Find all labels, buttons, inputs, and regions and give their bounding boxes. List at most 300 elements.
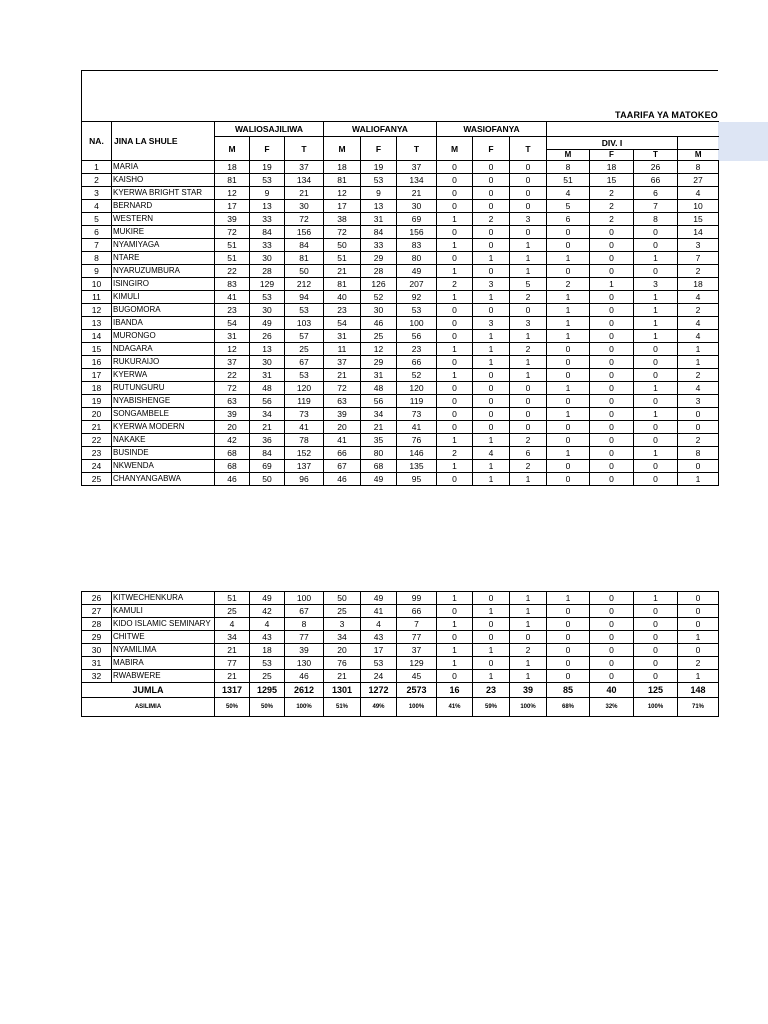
percentage-value: 32% xyxy=(590,698,634,717)
value-cell: 50 xyxy=(250,473,285,486)
total-value: 16 xyxy=(437,683,473,698)
value-cell: 1 xyxy=(437,644,473,657)
school-name: NYABISHENGE xyxy=(112,395,215,408)
value-cell: 12 xyxy=(215,187,250,200)
value-cell: 4 xyxy=(678,291,719,304)
value-cell: 25 xyxy=(250,670,285,683)
value-cell: 3 xyxy=(510,317,547,330)
sub-header-f: F xyxy=(590,150,634,161)
school-name: BUSINDE xyxy=(112,447,215,460)
value-cell: 0 xyxy=(590,421,634,434)
value-cell: 1 xyxy=(437,369,473,382)
value-cell: 126 xyxy=(361,278,397,291)
value-cell: 68 xyxy=(215,447,250,460)
value-cell: 43 xyxy=(361,631,397,644)
value-cell: 1 xyxy=(634,408,678,421)
value-cell: 1 xyxy=(437,618,473,631)
value-cell: 4 xyxy=(361,618,397,631)
value-cell: 0 xyxy=(678,605,719,618)
value-cell: 2 xyxy=(678,265,719,278)
value-cell: 0 xyxy=(634,421,678,434)
sub-header-m: M xyxy=(324,137,361,161)
table-row xyxy=(82,239,719,252)
value-cell: 0 xyxy=(437,317,473,330)
value-cell: 38 xyxy=(324,213,361,226)
value-cell: 68 xyxy=(361,460,397,473)
value-cell: 0 xyxy=(437,356,473,369)
value-cell: 1 xyxy=(473,330,510,343)
value-cell: 25 xyxy=(285,343,324,356)
value-cell: 1 xyxy=(634,447,678,460)
value-cell: 53 xyxy=(250,174,285,187)
row-number: 5 xyxy=(82,213,112,226)
percentage-label: ASILIMIA xyxy=(82,698,215,717)
value-cell: 0 xyxy=(437,631,473,644)
value-cell: 1 xyxy=(437,592,473,605)
value-cell: 0 xyxy=(590,657,634,670)
group-header-wasiofanya: WASIOFANYA xyxy=(437,122,547,137)
value-cell: 6 xyxy=(634,187,678,200)
value-cell: 0 xyxy=(590,408,634,421)
value-cell: 152 xyxy=(285,447,324,460)
value-cell: 103 xyxy=(285,317,324,330)
row-number: 27 xyxy=(82,605,112,618)
value-cell: 1 xyxy=(547,317,590,330)
value-cell: 0 xyxy=(634,644,678,657)
value-cell: 17 xyxy=(361,644,397,657)
value-cell: 0 xyxy=(437,382,473,395)
value-cell: 0 xyxy=(678,421,719,434)
value-cell: 9 xyxy=(361,187,397,200)
value-cell: 0 xyxy=(510,631,547,644)
value-cell: 30 xyxy=(361,304,397,317)
value-cell: 30 xyxy=(250,252,285,265)
percentage-value: 49% xyxy=(361,698,397,717)
value-cell: 3 xyxy=(324,618,361,631)
row-number: 28 xyxy=(82,618,112,631)
value-cell: 8 xyxy=(285,618,324,631)
value-cell: 0 xyxy=(473,382,510,395)
value-cell: 0 xyxy=(634,460,678,473)
value-cell: 53 xyxy=(285,369,324,382)
value-cell: 0 xyxy=(678,618,719,631)
row-number: 6 xyxy=(82,226,112,239)
total-value: 39 xyxy=(510,683,547,698)
row-number: 31 xyxy=(82,657,112,670)
percentage-value: 100% xyxy=(397,698,437,717)
value-cell: 37 xyxy=(285,161,324,174)
school-name: NAKAKE xyxy=(112,434,215,447)
value-cell: 1 xyxy=(473,644,510,657)
value-cell: 49 xyxy=(361,473,397,486)
sub-header-m: M xyxy=(678,150,719,161)
value-cell: 23 xyxy=(397,343,437,356)
school-name: KIDO ISLAMIC SEMINARY xyxy=(112,618,215,631)
value-cell: 0 xyxy=(437,421,473,434)
row-number: 20 xyxy=(82,408,112,421)
percentage-value: 41% xyxy=(437,698,473,717)
value-cell: 53 xyxy=(285,304,324,317)
table-row xyxy=(82,317,719,330)
table-row xyxy=(82,213,719,226)
value-cell: 3 xyxy=(634,278,678,291)
value-cell: 0 xyxy=(590,592,634,605)
total-value: 1301 xyxy=(324,683,361,698)
value-cell: 8 xyxy=(678,161,719,174)
value-cell: 0 xyxy=(437,226,473,239)
value-cell: 2 xyxy=(510,291,547,304)
value-cell: 13 xyxy=(250,200,285,213)
value-cell: 0 xyxy=(510,395,547,408)
value-cell: 0 xyxy=(547,434,590,447)
value-cell: 120 xyxy=(285,382,324,395)
value-cell: 0 xyxy=(510,174,547,187)
value-cell: 1 xyxy=(473,434,510,447)
value-cell: 76 xyxy=(324,657,361,670)
row-number: 24 xyxy=(82,460,112,473)
value-cell: 41 xyxy=(215,291,250,304)
value-cell: 129 xyxy=(250,278,285,291)
value-cell: 67 xyxy=(324,460,361,473)
value-cell: 30 xyxy=(285,200,324,213)
value-cell: 4 xyxy=(678,382,719,395)
value-cell: 2 xyxy=(510,343,547,356)
value-cell: 10 xyxy=(678,200,719,213)
value-cell: 156 xyxy=(397,226,437,239)
value-cell: 54 xyxy=(215,317,250,330)
value-cell: 84 xyxy=(250,447,285,460)
sub-header-m: M xyxy=(215,137,250,161)
percentage-value: 50% xyxy=(250,698,285,717)
value-cell: 0 xyxy=(437,174,473,187)
value-cell: 0 xyxy=(473,161,510,174)
sub-header-t: T xyxy=(285,137,324,161)
school-name: MARIA xyxy=(112,161,215,174)
value-cell: 45 xyxy=(397,670,437,683)
school-name: NYARUZUMBURA xyxy=(112,265,215,278)
value-cell: 2 xyxy=(678,657,719,670)
value-cell: 46 xyxy=(361,317,397,330)
value-cell: 4 xyxy=(547,187,590,200)
value-cell: 0 xyxy=(473,226,510,239)
value-cell: 0 xyxy=(634,631,678,644)
value-cell: 0 xyxy=(473,369,510,382)
value-cell: 0 xyxy=(510,200,547,213)
row-number: 19 xyxy=(82,395,112,408)
value-cell: 0 xyxy=(547,239,590,252)
table-row xyxy=(82,174,719,187)
value-cell: 76 xyxy=(397,434,437,447)
value-cell: 0 xyxy=(634,239,678,252)
value-cell: 52 xyxy=(397,369,437,382)
value-cell: 21 xyxy=(324,265,361,278)
value-cell: 13 xyxy=(361,200,397,213)
value-cell: 0 xyxy=(547,460,590,473)
sheet-title: TAARIFA YA MATOKEO xyxy=(615,110,718,120)
value-cell: 41 xyxy=(361,605,397,618)
value-cell: 42 xyxy=(215,434,250,447)
value-cell: 66 xyxy=(324,447,361,460)
row-number: 9 xyxy=(82,265,112,278)
value-cell: 18 xyxy=(324,161,361,174)
value-cell: 26 xyxy=(634,161,678,174)
value-cell: 8 xyxy=(678,447,719,460)
value-cell: 0 xyxy=(590,291,634,304)
school-name: KAISHO xyxy=(112,174,215,187)
value-cell: 135 xyxy=(397,460,437,473)
row-number: 32 xyxy=(82,670,112,683)
value-cell: 0 xyxy=(678,460,719,473)
value-cell: 100 xyxy=(397,317,437,330)
value-cell: 134 xyxy=(285,174,324,187)
value-cell: 78 xyxy=(285,434,324,447)
value-cell: 53 xyxy=(250,657,285,670)
value-cell: 29 xyxy=(361,356,397,369)
value-cell: 137 xyxy=(285,460,324,473)
value-cell: 0 xyxy=(473,304,510,317)
total-value: 2573 xyxy=(397,683,437,698)
value-cell: 81 xyxy=(324,278,361,291)
value-cell: 0 xyxy=(590,618,634,631)
table-row xyxy=(82,252,719,265)
value-cell: 1 xyxy=(678,670,719,683)
percentage-value: 100% xyxy=(510,698,547,717)
percentage-value: 100% xyxy=(634,698,678,717)
value-cell: 3 xyxy=(678,395,719,408)
value-cell: 34 xyxy=(250,408,285,421)
value-cell: 0 xyxy=(437,670,473,683)
value-cell: 4 xyxy=(215,618,250,631)
value-cell: 28 xyxy=(250,265,285,278)
value-cell: 0 xyxy=(473,265,510,278)
school-name: NKWENDA xyxy=(112,460,215,473)
value-cell: 8 xyxy=(547,161,590,174)
table-row xyxy=(82,395,719,408)
value-cell: 18 xyxy=(678,278,719,291)
value-cell: 2 xyxy=(510,434,547,447)
value-cell: 0 xyxy=(473,395,510,408)
value-cell: 69 xyxy=(250,460,285,473)
value-cell: 46 xyxy=(215,473,250,486)
value-cell: 0 xyxy=(547,369,590,382)
value-cell: 2 xyxy=(590,187,634,200)
value-cell: 0 xyxy=(590,382,634,395)
value-cell: 13 xyxy=(250,343,285,356)
group-header-waliofanya: WALIOFANYA xyxy=(324,122,437,137)
value-cell: 1 xyxy=(437,213,473,226)
table-row xyxy=(82,161,719,174)
value-cell: 0 xyxy=(590,317,634,330)
value-cell: 54 xyxy=(324,317,361,330)
table-row xyxy=(82,200,719,213)
value-cell: 0 xyxy=(634,618,678,631)
value-cell: 23 xyxy=(215,304,250,317)
value-cell: 33 xyxy=(361,239,397,252)
value-cell: 2 xyxy=(590,213,634,226)
value-cell: 1 xyxy=(510,592,547,605)
value-cell: 51 xyxy=(215,592,250,605)
value-cell: 0 xyxy=(547,670,590,683)
school-name: KITWECHENKURA xyxy=(112,592,215,605)
value-cell: 73 xyxy=(285,408,324,421)
value-cell: 0 xyxy=(590,473,634,486)
school-name: NDAGARA xyxy=(112,343,215,356)
value-cell: 66 xyxy=(397,605,437,618)
value-cell: 0 xyxy=(510,408,547,421)
value-cell: 50 xyxy=(324,592,361,605)
value-cell: 1 xyxy=(437,239,473,252)
value-cell: 1 xyxy=(510,670,547,683)
value-cell: 0 xyxy=(473,421,510,434)
value-cell: 21 xyxy=(397,187,437,200)
value-cell: 6 xyxy=(547,213,590,226)
value-cell: 156 xyxy=(285,226,324,239)
total-value: 2612 xyxy=(285,683,324,698)
school-name: KYERWA BRIGHT STAR xyxy=(112,187,215,200)
table-row xyxy=(82,343,719,356)
value-cell: 0 xyxy=(634,226,678,239)
value-cell: 77 xyxy=(285,631,324,644)
value-cell: 63 xyxy=(215,395,250,408)
value-cell: 31 xyxy=(361,369,397,382)
value-cell: 1 xyxy=(437,657,473,670)
value-cell: 1 xyxy=(547,447,590,460)
results-table-part1 xyxy=(81,121,719,486)
value-cell: 0 xyxy=(437,330,473,343)
school-name: BUGOMORA xyxy=(112,304,215,317)
value-cell: 66 xyxy=(397,356,437,369)
row-number: 2 xyxy=(82,174,112,187)
table-row xyxy=(82,460,719,473)
value-cell: 2 xyxy=(510,460,547,473)
value-cell: 69 xyxy=(397,213,437,226)
highlighted-cell xyxy=(718,122,768,161)
value-cell: 95 xyxy=(397,473,437,486)
row-number: 18 xyxy=(82,382,112,395)
value-cell: 51 xyxy=(215,239,250,252)
table-row xyxy=(82,592,719,605)
school-name: KIMULI xyxy=(112,291,215,304)
value-cell: 24 xyxy=(361,670,397,683)
value-cell: 1 xyxy=(634,304,678,317)
value-cell: 2 xyxy=(678,369,719,382)
school-name: MUKIRE xyxy=(112,226,215,239)
value-cell: 1 xyxy=(678,356,719,369)
value-cell: 81 xyxy=(324,174,361,187)
value-cell: 23 xyxy=(324,304,361,317)
value-cell: 0 xyxy=(590,356,634,369)
value-cell: 0 xyxy=(547,226,590,239)
value-cell: 4 xyxy=(678,317,719,330)
value-cell: 1 xyxy=(510,265,547,278)
value-cell: 17 xyxy=(215,200,250,213)
value-cell: 0 xyxy=(510,421,547,434)
value-cell: 14 xyxy=(678,226,719,239)
value-cell: 1 xyxy=(547,304,590,317)
school-name: IBANDA xyxy=(112,317,215,330)
value-cell: 0 xyxy=(590,631,634,644)
value-cell: 51 xyxy=(547,174,590,187)
value-cell: 0 xyxy=(547,421,590,434)
value-cell: 12 xyxy=(361,343,397,356)
value-cell: 1 xyxy=(678,343,719,356)
value-cell: 146 xyxy=(397,447,437,460)
value-cell: 0 xyxy=(590,395,634,408)
value-cell: 1 xyxy=(634,317,678,330)
value-cell: 8 xyxy=(634,213,678,226)
value-cell: 33 xyxy=(250,213,285,226)
value-cell: 1 xyxy=(547,330,590,343)
value-cell: 2 xyxy=(547,278,590,291)
value-cell: 0 xyxy=(634,265,678,278)
value-cell: 3 xyxy=(473,317,510,330)
row-number: 29 xyxy=(82,631,112,644)
value-cell: 0 xyxy=(437,252,473,265)
value-cell: 0 xyxy=(590,644,634,657)
value-cell: 33 xyxy=(250,239,285,252)
value-cell: 22 xyxy=(215,265,250,278)
value-cell: 20 xyxy=(215,421,250,434)
value-cell: 39 xyxy=(285,644,324,657)
value-cell: 81 xyxy=(215,174,250,187)
value-cell: 29 xyxy=(361,252,397,265)
value-cell: 31 xyxy=(250,369,285,382)
row-number: 15 xyxy=(82,343,112,356)
value-cell: 11 xyxy=(324,343,361,356)
value-cell: 53 xyxy=(361,174,397,187)
value-cell: 46 xyxy=(285,670,324,683)
row-number: 30 xyxy=(82,644,112,657)
value-cell: 130 xyxy=(285,657,324,670)
group-header-blank xyxy=(547,122,719,137)
value-cell: 56 xyxy=(397,330,437,343)
school-name: CHANYANGABWA xyxy=(112,473,215,486)
value-cell: 1 xyxy=(473,343,510,356)
value-cell: 77 xyxy=(215,657,250,670)
value-cell: 2 xyxy=(437,447,473,460)
value-cell: 22 xyxy=(215,369,250,382)
total-value: 148 xyxy=(678,683,719,698)
value-cell: 77 xyxy=(397,631,437,644)
table-row xyxy=(82,644,719,657)
value-cell: 2 xyxy=(437,278,473,291)
value-cell: 4 xyxy=(678,330,719,343)
value-cell: 1 xyxy=(473,473,510,486)
value-cell: 39 xyxy=(215,213,250,226)
table-row xyxy=(82,421,719,434)
col-header-na: NA. xyxy=(82,122,112,161)
value-cell: 0 xyxy=(634,605,678,618)
value-cell: 25 xyxy=(361,330,397,343)
table-row xyxy=(82,408,719,421)
value-cell: 56 xyxy=(250,395,285,408)
group-header-waliosajiliwa: WALIOSAJILIWA xyxy=(215,122,324,137)
value-cell: 7 xyxy=(634,200,678,213)
value-cell: 72 xyxy=(215,382,250,395)
value-cell: 51 xyxy=(324,252,361,265)
table-row xyxy=(82,670,719,683)
value-cell: 1 xyxy=(510,356,547,369)
value-cell: 2 xyxy=(678,434,719,447)
value-cell: 212 xyxy=(285,278,324,291)
value-cell: 100 xyxy=(285,592,324,605)
value-cell: 18 xyxy=(250,644,285,657)
percentage-row xyxy=(82,698,719,717)
value-cell: 39 xyxy=(215,408,250,421)
value-cell: 52 xyxy=(361,291,397,304)
value-cell: 0 xyxy=(634,434,678,447)
value-cell: 84 xyxy=(250,226,285,239)
